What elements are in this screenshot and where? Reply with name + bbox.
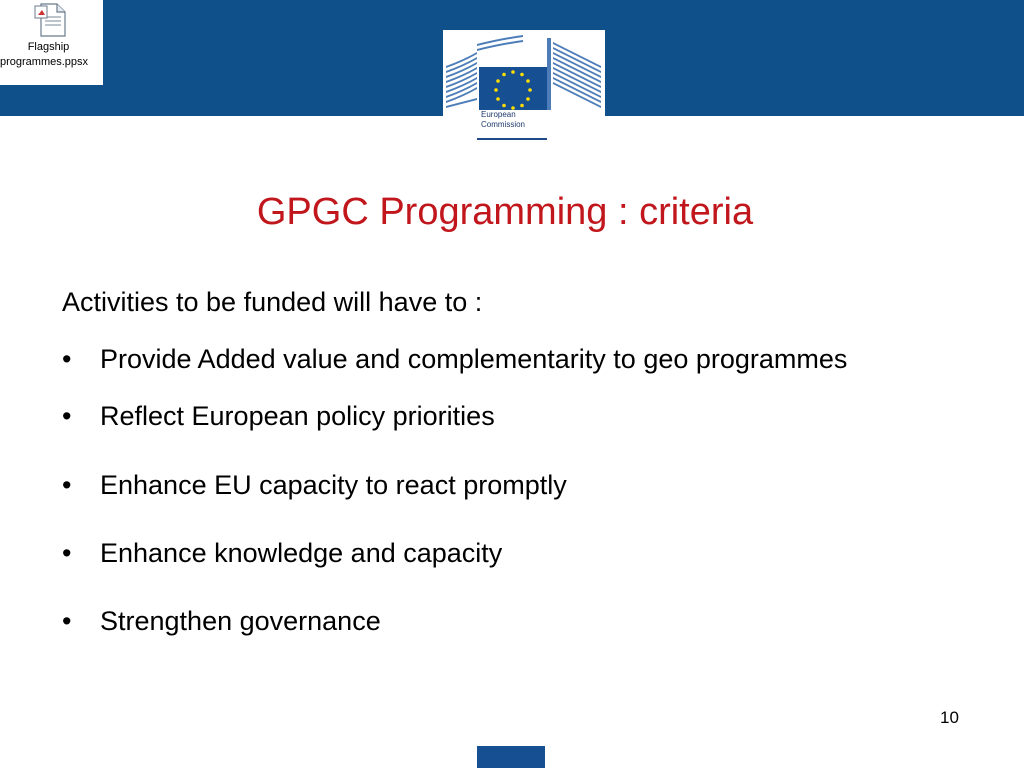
european-commission-logo [443,30,605,141]
bullet-item [62,340,922,378]
bullet-text: Reflect European policy priorities [100,401,495,431]
bullet-text: Enhance knowledge and capacity [100,538,503,568]
bullet-marker: • [62,606,72,636]
slide-title: GPGC Programming : criteria [256,191,754,233]
file-shortcut[interactable] [0,0,103,85]
bullet-item [62,466,922,504]
bullet-marker: • [62,344,72,374]
bullet-marker: • [62,470,72,500]
bullet-list [62,340,922,640]
bullet-item [62,397,922,435]
file-name-line2: programmes.ppsx [0,56,89,68]
slide-intro: Activities to be funded will have to : [62,287,483,317]
page-number: 10 [940,708,959,727]
bullet-item [62,602,922,640]
bullet-item [62,534,922,572]
logo-underline [477,138,547,140]
logo-line2: Commission [481,120,526,129]
bullet-text: Strengthen governance [100,606,381,636]
eu-flag-footer [477,746,545,768]
commission-building-icon [443,30,605,110]
bullet-marker: • [62,538,72,568]
bullet-text: Enhance EU capacity to react promptly [100,470,567,500]
bullet-text: Provide Added value and complementarity to geo programmes [100,344,848,374]
bullet-marker: • [62,401,72,431]
document-icon [33,2,69,38]
logo-line1: European [481,110,516,119]
file-name-line1: Flagship [27,41,70,53]
